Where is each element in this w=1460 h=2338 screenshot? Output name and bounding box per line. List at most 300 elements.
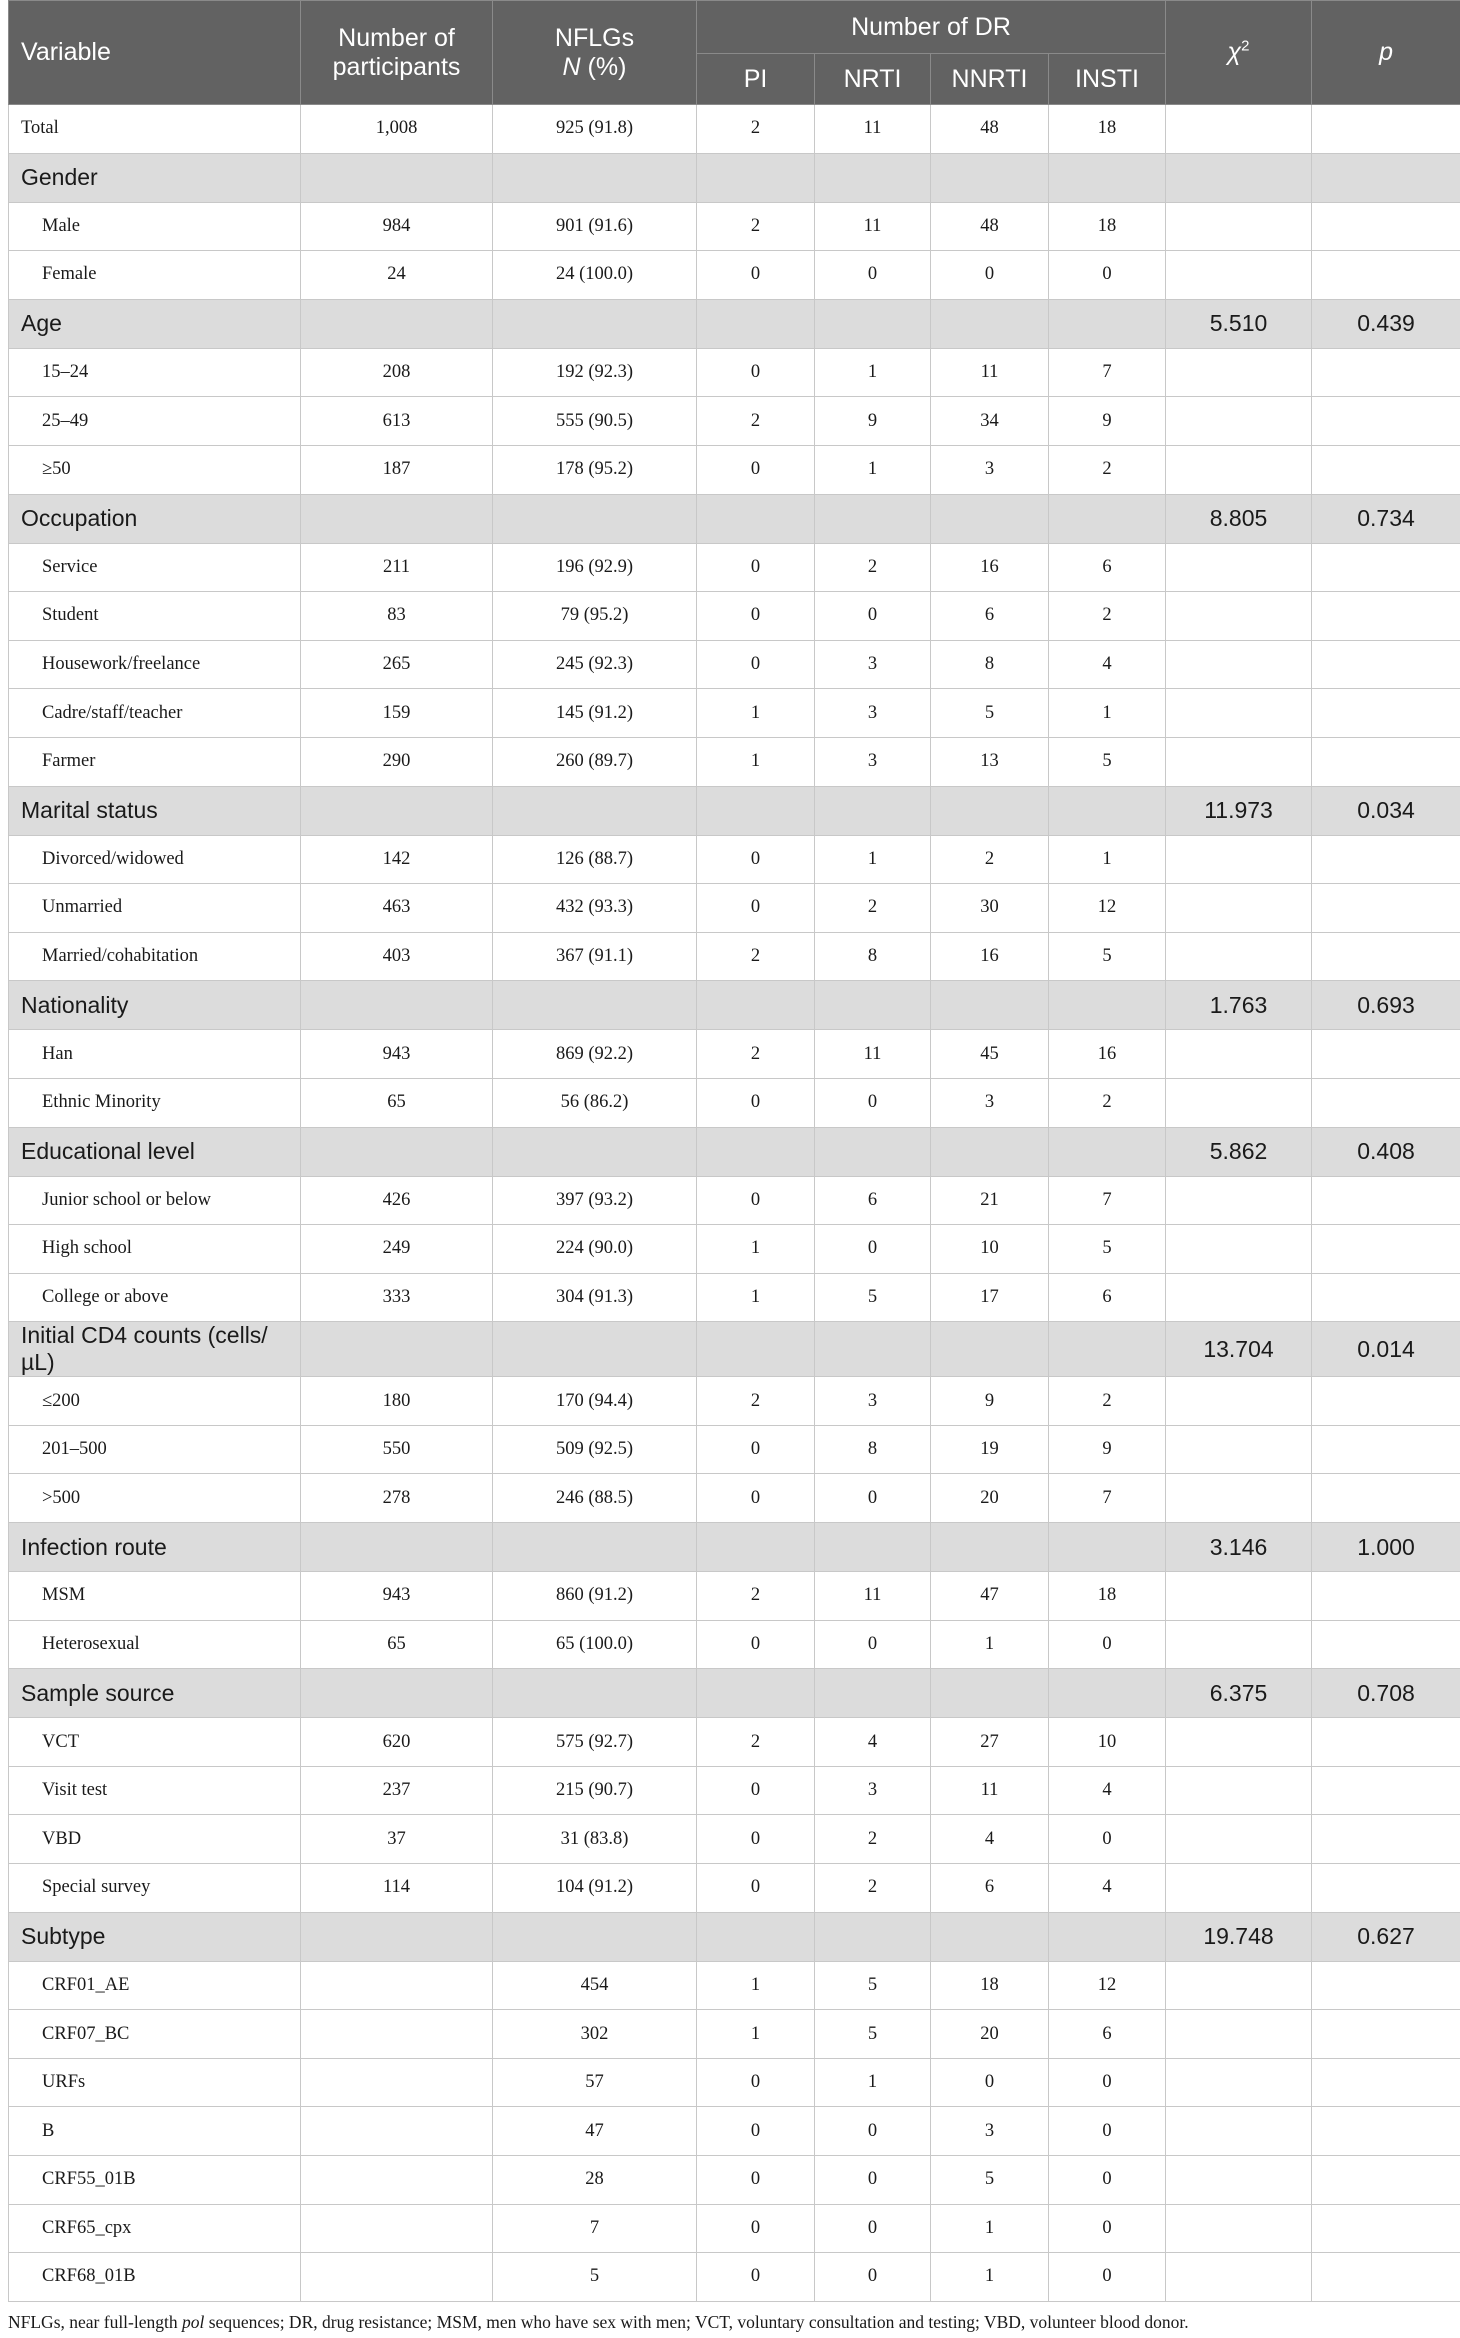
chi-square-empty [1166, 884, 1312, 933]
table-row [9, 835, 1460, 884]
row-label: Student [9, 592, 301, 641]
row-label: Heterosexual [9, 1620, 301, 1669]
cell-pi: 0 [697, 2253, 815, 2302]
p-value: 0.627 [1312, 1912, 1460, 1961]
section-empty-cell [815, 153, 931, 202]
cell-participants: 943 [301, 1572, 493, 1621]
table-row [9, 1718, 1460, 1767]
p-value-empty [1312, 1377, 1460, 1426]
p-value-empty [1312, 835, 1460, 884]
chi-square-empty [1166, 1766, 1312, 1815]
section-empty-cell [931, 153, 1049, 202]
section-label: Gender [9, 153, 301, 202]
cell-nrti: 1 [815, 2058, 931, 2107]
section-empty-cell [493, 1322, 697, 1377]
p-value-empty [1312, 2058, 1460, 2107]
cell-nnrti: 27 [931, 1718, 1049, 1767]
footnote-part1: NFLGs, near full-length [8, 2312, 182, 2332]
table-footnote [8, 2312, 1460, 2333]
row-label: Cadre/staff/teacher [9, 689, 301, 738]
cell-participants: 278 [301, 1474, 493, 1523]
p-value: 0.034 [1312, 786, 1460, 835]
cell-nnrti: 48 [931, 202, 1049, 251]
table-row [9, 202, 1460, 251]
cell-nrti: 2 [815, 1864, 931, 1913]
cell-nflgs: 5 [493, 2253, 697, 2302]
cell-nflgs: 304 (91.3) [493, 1273, 697, 1322]
cell-insti: 2 [1049, 1377, 1166, 1426]
cell-pi: 0 [697, 1474, 815, 1523]
table-header [9, 1, 1460, 105]
p-value-empty [1312, 397, 1460, 446]
cell-nrti: 0 [815, 1474, 931, 1523]
cell-nrti: 1 [815, 445, 931, 494]
section-empty-cell [301, 1322, 493, 1377]
section-empty-cell [697, 786, 815, 835]
table-row [9, 1815, 1460, 1864]
cell-nrti: 1 [815, 835, 931, 884]
cell-nflgs: 224 (90.0) [493, 1225, 697, 1274]
row-label: VBD [9, 1815, 301, 1864]
section-empty-cell [301, 153, 493, 202]
cell-nflgs: 454 [493, 1961, 697, 2010]
cell-nnrti: 6 [931, 592, 1049, 641]
p-value-empty [1312, 202, 1460, 251]
cell-pi: 2 [697, 1377, 815, 1426]
section-label: Infection route [9, 1523, 301, 1572]
row-label: ≥50 [9, 445, 301, 494]
chi-square-empty [1166, 932, 1312, 981]
cell-nflgs: 24 (100.0) [493, 251, 697, 300]
row-label: URFs [9, 2058, 301, 2107]
p-value-empty [1312, 105, 1460, 154]
cell-insti: 16 [1049, 1030, 1166, 1079]
section-row [9, 153, 1460, 202]
cell-nflgs: 178 (95.2) [493, 445, 697, 494]
cell-nrti: 8 [815, 932, 931, 981]
cell-nrti: 8 [815, 1425, 931, 1474]
section-row [9, 1523, 1460, 1572]
cell-nrti: 5 [815, 1961, 931, 2010]
section-empty-cell [301, 981, 493, 1030]
p-value-empty [1312, 1030, 1460, 1079]
chi-square-value: 1.763 [1166, 981, 1312, 1030]
cell-nflgs: 196 (92.9) [493, 543, 697, 592]
drug-resistance-table [8, 0, 1460, 2302]
cell-nrti: 2 [815, 884, 931, 933]
table-row [9, 592, 1460, 641]
section-empty-cell [931, 1523, 1049, 1572]
p-value-empty [1312, 1620, 1460, 1669]
p-value-empty [1312, 1864, 1460, 1913]
chi-square-empty [1166, 1718, 1312, 1767]
chi-square-value: 8.805 [1166, 494, 1312, 543]
cell-insti: 2 [1049, 445, 1166, 494]
p-value-empty [1312, 640, 1460, 689]
row-label: Divorced/widowed [9, 835, 301, 884]
cell-nflgs: 925 (91.8) [493, 105, 697, 154]
cell-nnrti: 0 [931, 251, 1049, 300]
p-value-empty [1312, 1425, 1460, 1474]
p-value-empty [1312, 1815, 1460, 1864]
cell-pi: 0 [697, 1815, 815, 1864]
chi-square-value: 19.748 [1166, 1912, 1312, 1961]
cell-participants: 187 [301, 445, 493, 494]
p-value: 0.014 [1312, 1322, 1460, 1377]
row-label: Special survey [9, 1864, 301, 1913]
cell-nflgs: 575 (92.7) [493, 1718, 697, 1767]
cell-insti: 0 [1049, 2204, 1166, 2253]
section-empty-cell [493, 1523, 697, 1572]
section-empty-cell [1049, 494, 1166, 543]
chi-square-empty [1166, 2156, 1312, 2205]
section-empty-cell [931, 981, 1049, 1030]
p-value-empty [1312, 348, 1460, 397]
cell-participants [301, 2204, 493, 2253]
p-value: 0.708 [1312, 1669, 1460, 1718]
chi-square-value [1166, 153, 1312, 202]
p-value-empty [1312, 1766, 1460, 1815]
p-value-empty [1312, 1225, 1460, 1274]
cell-insti: 10 [1049, 1718, 1166, 1767]
cell-participants: 620 [301, 1718, 493, 1767]
section-empty-cell [697, 981, 815, 1030]
section-empty-cell [493, 786, 697, 835]
chi-square-empty [1166, 202, 1312, 251]
chi-square-empty [1166, 2010, 1312, 2059]
section-empty-cell [1049, 981, 1166, 1030]
section-row [9, 1127, 1460, 1176]
header-pi: PI [697, 54, 815, 105]
section-empty-cell [815, 1127, 931, 1176]
chi-square-value: 3.146 [1166, 1523, 1312, 1572]
table-row [9, 2156, 1460, 2205]
cell-participants: 426 [301, 1176, 493, 1225]
cell-pi: 2 [697, 397, 815, 446]
cell-insti: 5 [1049, 737, 1166, 786]
cell-insti: 6 [1049, 2010, 1166, 2059]
cell-nrti: 0 [815, 2156, 931, 2205]
cell-pi: 2 [697, 932, 815, 981]
table-row [9, 2010, 1460, 2059]
cell-nnrti: 0 [931, 2058, 1049, 2107]
data-table-container [8, 0, 1460, 2302]
table-row [9, 640, 1460, 689]
row-label: CRF01_AE [9, 1961, 301, 2010]
cell-nnrti: 45 [931, 1030, 1049, 1079]
cell-nrti: 11 [815, 1572, 931, 1621]
cell-nnrti: 34 [931, 397, 1049, 446]
cell-nnrti: 4 [931, 1815, 1049, 1864]
section-empty-cell [493, 1669, 697, 1718]
p-value-empty [1312, 1078, 1460, 1127]
section-empty-cell [815, 299, 931, 348]
cell-participants: 249 [301, 1225, 493, 1274]
cell-pi: 0 [697, 543, 815, 592]
cell-nrti: 11 [815, 105, 931, 154]
header-participants-line2: participants [332, 52, 461, 81]
cell-pi: 0 [697, 1425, 815, 1474]
cell-insti: 4 [1049, 640, 1166, 689]
cell-nnrti: 1 [931, 1620, 1049, 1669]
section-empty-cell [1049, 1523, 1166, 1572]
section-label: Marital status [9, 786, 301, 835]
cell-nflgs: 7 [493, 2204, 697, 2253]
table-row [9, 932, 1460, 981]
section-empty-cell [301, 299, 493, 348]
row-label: Farmer [9, 737, 301, 786]
chi-square-empty [1166, 1078, 1312, 1127]
section-label: Subtype [9, 1912, 301, 1961]
p-value-empty [1312, 1718, 1460, 1767]
cell-participants: 65 [301, 1078, 493, 1127]
row-label: 25–49 [9, 397, 301, 446]
cell-nnrti: 2 [931, 835, 1049, 884]
cell-nflgs: 860 (91.2) [493, 1572, 697, 1621]
cell-nrti: 5 [815, 1273, 931, 1322]
p-value-empty [1312, 251, 1460, 300]
section-empty-cell [301, 1669, 493, 1718]
row-label: Junior school or below [9, 1176, 301, 1225]
section-empty-cell [697, 1127, 815, 1176]
cell-nrti: 0 [815, 592, 931, 641]
cell-participants [301, 2010, 493, 2059]
section-empty-cell [1049, 1912, 1166, 1961]
row-label: Male [9, 202, 301, 251]
table-row [9, 1620, 1460, 1669]
section-row [9, 1669, 1460, 1718]
section-row [9, 299, 1460, 348]
row-label: 201–500 [9, 1425, 301, 1474]
table-row [9, 1474, 1460, 1523]
row-label: B [9, 2107, 301, 2156]
p-value-empty [1312, 2253, 1460, 2302]
section-empty-cell [301, 786, 493, 835]
p-value-empty [1312, 884, 1460, 933]
section-empty-cell [697, 299, 815, 348]
table-row [9, 2204, 1460, 2253]
section-empty-cell [697, 1669, 815, 1718]
chi-square-empty [1166, 1961, 1312, 2010]
cell-participants: 180 [301, 1377, 493, 1426]
cell-pi: 0 [697, 2107, 815, 2156]
section-label: Age [9, 299, 301, 348]
cell-nnrti: 1 [931, 2204, 1049, 2253]
cell-participants [301, 2253, 493, 2302]
cell-insti: 7 [1049, 1474, 1166, 1523]
row-label: Service [9, 543, 301, 592]
row-label: CRF65_cpx [9, 2204, 301, 2253]
cell-insti: 0 [1049, 2253, 1166, 2302]
cell-nrti: 0 [815, 1225, 931, 1274]
section-label: Initial CD4 counts (cells/µL) [9, 1322, 301, 1377]
cell-pi: 0 [697, 2058, 815, 2107]
cell-nrti: 3 [815, 1377, 931, 1426]
cell-participants: 403 [301, 932, 493, 981]
cell-nflgs: 246 (88.5) [493, 1474, 697, 1523]
p-value: 0.439 [1312, 299, 1460, 348]
cell-nrti: 2 [815, 1815, 931, 1864]
header-number-of-dr: Number of DR [697, 1, 1166, 54]
cell-insti: 0 [1049, 1815, 1166, 1864]
cell-participants: 114 [301, 1864, 493, 1913]
header-nflgs [493, 1, 697, 105]
p-value-empty [1312, 737, 1460, 786]
table-row [9, 1572, 1460, 1621]
row-label: High school [9, 1225, 301, 1274]
cell-pi: 1 [697, 1225, 815, 1274]
table-row [9, 737, 1460, 786]
cell-nrti: 9 [815, 397, 931, 446]
cell-nrti: 3 [815, 737, 931, 786]
chi-square-empty [1166, 1425, 1312, 1474]
header-chi-sup: 2 [1241, 37, 1250, 55]
chi-square-empty [1166, 1030, 1312, 1079]
chi-square-empty [1166, 592, 1312, 641]
cell-nnrti: 17 [931, 1273, 1049, 1322]
cell-nnrti: 5 [931, 689, 1049, 738]
section-empty-cell [815, 1912, 931, 1961]
table-row [9, 1377, 1460, 1426]
chi-square-empty [1166, 689, 1312, 738]
cell-nnrti: 5 [931, 2156, 1049, 2205]
section-empty-cell [931, 1322, 1049, 1377]
header-variable: Variable [9, 1, 301, 105]
p-value-empty [1312, 932, 1460, 981]
p-value-empty [1312, 1572, 1460, 1621]
section-empty-cell [697, 1912, 815, 1961]
cell-nflgs: 192 (92.3) [493, 348, 697, 397]
footnote-part3: sequences; DR, drug resistance; MSM, men who have sex with men; VCT, voluntary consultation and testing; VBD, volunteer blood donor. [204, 2312, 1189, 2332]
p-value-empty [1312, 445, 1460, 494]
table-row [9, 884, 1460, 933]
section-empty-cell [301, 494, 493, 543]
row-label: >500 [9, 1474, 301, 1523]
row-label: College or above [9, 1273, 301, 1322]
chi-square-empty [1166, 1572, 1312, 1621]
section-row [9, 786, 1460, 835]
cell-nrti: 0 [815, 1078, 931, 1127]
cell-participants: 265 [301, 640, 493, 689]
cell-nnrti: 21 [931, 1176, 1049, 1225]
row-label: MSM [9, 1572, 301, 1621]
cell-pi: 2 [697, 105, 815, 154]
section-empty-cell [815, 494, 931, 543]
cell-insti: 12 [1049, 1961, 1166, 2010]
section-row [9, 494, 1460, 543]
cell-insti: 0 [1049, 2107, 1166, 2156]
table-row [9, 251, 1460, 300]
cell-nnrti: 11 [931, 1766, 1049, 1815]
cell-insti: 0 [1049, 2156, 1166, 2205]
section-empty-cell [815, 1669, 931, 1718]
chi-square-empty [1166, 1273, 1312, 1322]
row-label: Han [9, 1030, 301, 1079]
header-p-value: p [1312, 1, 1460, 105]
cell-insti: 7 [1049, 1176, 1166, 1225]
cell-nnrti: 3 [931, 1078, 1049, 1127]
cell-insti: 1 [1049, 835, 1166, 884]
cell-pi: 0 [697, 445, 815, 494]
chi-square-empty [1166, 445, 1312, 494]
p-value-empty [1312, 592, 1460, 641]
row-label: Female [9, 251, 301, 300]
cell-nflgs: 47 [493, 2107, 697, 2156]
cell-pi: 1 [697, 1273, 815, 1322]
cell-nnrti: 3 [931, 445, 1049, 494]
cell-nnrti: 48 [931, 105, 1049, 154]
cell-nflgs: 79 (95.2) [493, 592, 697, 641]
cell-nrti: 0 [815, 2107, 931, 2156]
chi-square-empty [1166, 348, 1312, 397]
section-empty-cell [931, 1127, 1049, 1176]
cell-participants: 142 [301, 835, 493, 884]
section-empty-cell [1049, 1669, 1166, 1718]
cell-nrti: 0 [815, 2204, 931, 2253]
cell-participants: 65 [301, 1620, 493, 1669]
row-label: VCT [9, 1718, 301, 1767]
section-empty-cell [1049, 1127, 1166, 1176]
table-row [9, 1030, 1460, 1079]
section-empty-cell [697, 153, 815, 202]
section-empty-cell [1049, 153, 1166, 202]
row-label: Unmarried [9, 884, 301, 933]
section-empty-cell [815, 1523, 931, 1572]
cell-nflgs: 901 (91.6) [493, 202, 697, 251]
cell-insti: 5 [1049, 932, 1166, 981]
cell-participants: 984 [301, 202, 493, 251]
table-row [9, 1864, 1460, 1913]
cell-insti: 6 [1049, 543, 1166, 592]
cell-nrti: 3 [815, 1766, 931, 1815]
cell-nflgs: 869 (92.2) [493, 1030, 697, 1079]
cell-pi: 1 [697, 2010, 815, 2059]
table-row [9, 1273, 1460, 1322]
section-empty-cell [931, 494, 1049, 543]
cell-pi: 2 [697, 1572, 815, 1621]
chi-square-empty [1166, 1474, 1312, 1523]
cell-insti: 7 [1049, 348, 1166, 397]
chi-square-empty [1166, 1864, 1312, 1913]
section-empty-cell [493, 981, 697, 1030]
table-row [9, 1961, 1460, 2010]
section-empty-cell [493, 1127, 697, 1176]
section-empty-cell [815, 1322, 931, 1377]
section-row [9, 1322, 1460, 1377]
cell-insti: 0 [1049, 251, 1166, 300]
chi-square-empty [1166, 1815, 1312, 1864]
header-participants [301, 1, 493, 105]
table-body [9, 105, 1460, 2302]
cell-participants: 211 [301, 543, 493, 592]
cell-pi: 0 [697, 1864, 815, 1913]
cell-nflgs: 260 (89.7) [493, 737, 697, 786]
cell-nflgs: 104 (91.2) [493, 1864, 697, 1913]
section-empty-cell [1049, 786, 1166, 835]
cell-participants: 159 [301, 689, 493, 738]
table-row [9, 2058, 1460, 2107]
cell-participants [301, 2058, 493, 2107]
chi-square-empty [1166, 2204, 1312, 2253]
cell-nnrti: 10 [931, 1225, 1049, 1274]
cell-nrti: 0 [815, 1620, 931, 1669]
chi-square-empty [1166, 737, 1312, 786]
chi-square-empty [1166, 105, 1312, 154]
p-value-empty [1312, 689, 1460, 738]
cell-nrti: 1 [815, 348, 931, 397]
cell-nrti: 4 [815, 1718, 931, 1767]
cell-nnrti: 20 [931, 2010, 1049, 2059]
